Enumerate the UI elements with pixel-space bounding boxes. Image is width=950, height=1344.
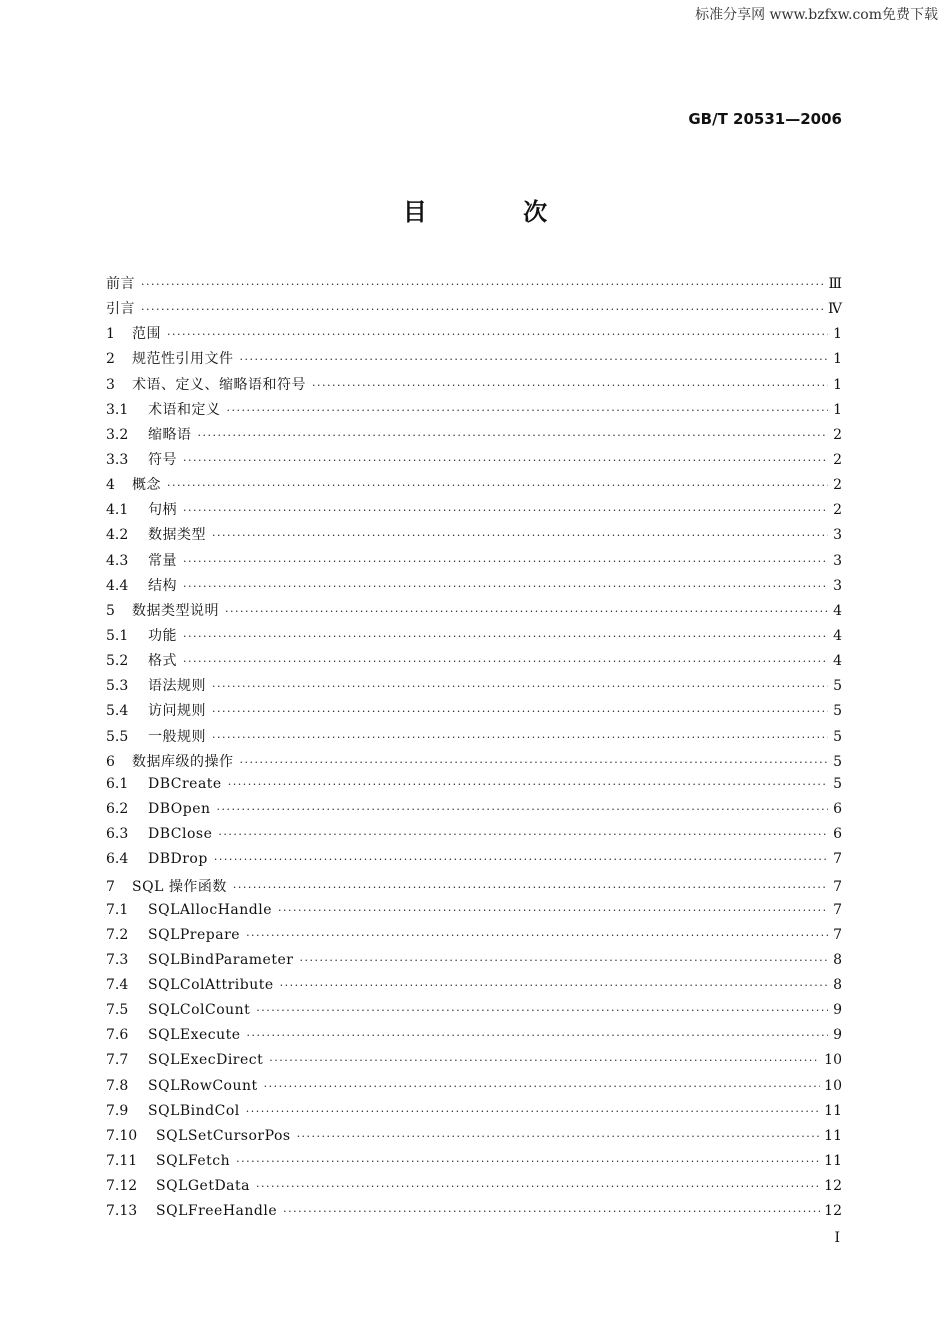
toc-entry[interactable] bbox=[106, 851, 842, 876]
toc-entry[interactable] bbox=[106, 474, 842, 499]
toc-entry-page: 1 bbox=[833, 376, 842, 393]
toc-entry-number: 4.3 bbox=[106, 552, 129, 569]
toc-entry-page: 11 bbox=[824, 1127, 842, 1144]
toc-entry-label: SQLBindParameter bbox=[148, 951, 294, 968]
toc-entry-page: 2 bbox=[833, 426, 842, 443]
toc-entry-number: 6.3 bbox=[106, 826, 129, 843]
toc-dot-leader bbox=[167, 479, 828, 492]
toc-entry[interactable] bbox=[106, 449, 842, 474]
toc-dot-leader bbox=[297, 1130, 821, 1143]
toc-entry-number: 7.2 bbox=[106, 926, 129, 943]
toc-entry-label: 访问规则 bbox=[148, 703, 206, 720]
toc-entry-page: 3 bbox=[833, 552, 842, 569]
toc-entry[interactable] bbox=[106, 650, 842, 675]
toc-entry-number: 7.12 bbox=[106, 1178, 138, 1195]
toc-entry-number: 5 bbox=[106, 602, 115, 619]
toc-entry-label: SQLFreeHandle bbox=[156, 1203, 278, 1220]
toc-entry[interactable] bbox=[106, 801, 842, 826]
toc-entry-number: 3.1 bbox=[106, 401, 129, 418]
toc-dot-leader bbox=[218, 828, 828, 841]
toc-entry-page: 2 bbox=[833, 451, 842, 468]
toc-dot-leader bbox=[183, 454, 828, 467]
toc-dot-leader bbox=[167, 328, 828, 341]
toc-entry-page: 5 bbox=[833, 728, 842, 745]
toc-entry-number: 3.3 bbox=[106, 451, 129, 468]
toc-dot-leader bbox=[280, 979, 828, 992]
toc-dot-leader bbox=[227, 404, 829, 417]
toc-entry-number: 7.5 bbox=[106, 1002, 129, 1019]
toc-entry-label: SQLColCount bbox=[148, 1002, 251, 1019]
toc-entry-number: 5.5 bbox=[106, 728, 129, 745]
toc-dot-leader bbox=[183, 555, 828, 568]
toc-entry-page: 7 bbox=[833, 926, 842, 943]
toc-entry-label: 句柄 bbox=[148, 502, 177, 519]
toc-dot-leader bbox=[228, 778, 828, 791]
toc-entry-label: SQLAllocHandle bbox=[148, 901, 272, 918]
toc-entry[interactable] bbox=[106, 298, 842, 323]
toc-dot-leader bbox=[240, 756, 829, 769]
page-number: I bbox=[834, 1230, 840, 1246]
toc-entry-label: 一般规则 bbox=[148, 728, 206, 745]
toc-entry-number: 2 bbox=[106, 351, 115, 368]
toc-entry-number: 5.4 bbox=[106, 703, 129, 720]
toc-entry-page: 7 bbox=[833, 901, 842, 918]
toc-entry-number: 6.2 bbox=[106, 800, 129, 817]
toc-entry[interactable] bbox=[106, 323, 842, 348]
toc-entry-label: 前言 bbox=[106, 276, 135, 292]
toc-dot-leader bbox=[225, 605, 828, 618]
toc-dot-leader bbox=[183, 655, 828, 668]
toc-entry-label: SQL 操作函数 bbox=[132, 879, 227, 896]
toc-entry-page: Ⅳ bbox=[828, 301, 842, 318]
toc-entry-page: 11 bbox=[824, 1152, 842, 1169]
toc-entry-label: 范围 bbox=[132, 326, 161, 343]
toc-entry-label: DBCreate bbox=[148, 775, 222, 792]
toc-entry[interactable] bbox=[106, 952, 842, 977]
toc-entry-label: 语法规则 bbox=[148, 678, 206, 695]
toc-entry-label: 术语、定义、缩略语和符号 bbox=[132, 376, 306, 393]
toc-entry-page: 6 bbox=[833, 826, 842, 843]
toc-entry-page: 5 bbox=[833, 753, 842, 770]
toc-entry-page: 4 bbox=[833, 602, 842, 619]
toc-entry[interactable] bbox=[106, 524, 842, 549]
toc-dot-leader bbox=[247, 1029, 828, 1042]
toc-entry-number: 3 bbox=[106, 376, 115, 393]
toc-entry-page: 6 bbox=[833, 800, 842, 817]
toc-entry-page: 4 bbox=[833, 653, 842, 670]
toc-entry-label: SQLExecDirect bbox=[148, 1052, 264, 1069]
toc-dot-leader bbox=[233, 881, 828, 894]
page-title: 目 次 bbox=[402, 198, 592, 226]
toc-entry-page: 8 bbox=[833, 951, 842, 968]
toc-entry-page: 1 bbox=[833, 351, 842, 368]
toc-entry[interactable] bbox=[106, 374, 842, 399]
toc-entry[interactable] bbox=[106, 575, 842, 600]
toc-entry-label: 符号 bbox=[148, 451, 177, 468]
toc-dot-leader bbox=[141, 303, 824, 316]
toc-entry-page: 5 bbox=[833, 775, 842, 792]
toc-dot-leader bbox=[299, 954, 828, 967]
toc-entry-page: 12 bbox=[824, 1178, 842, 1195]
toc-dot-leader bbox=[256, 1180, 820, 1193]
toc-entry-label: DBOpen bbox=[148, 800, 211, 817]
toc-entry-label: 概念 bbox=[132, 477, 161, 494]
toc-entry-label: 术语和定义 bbox=[148, 401, 221, 418]
toc-entry-page: 10 bbox=[824, 1077, 842, 1094]
toc-entry[interactable] bbox=[106, 751, 842, 776]
toc-entry-page: 9 bbox=[833, 1027, 842, 1044]
toc-entry-label: 功能 bbox=[148, 627, 177, 644]
toc-entry-number: 3.2 bbox=[106, 426, 129, 443]
toc-entry-label: SQLGetData bbox=[156, 1178, 251, 1195]
toc-entry-number: 5.1 bbox=[106, 627, 129, 644]
toc-entry-label: 引言 bbox=[106, 301, 135, 318]
toc-entry-label: 数据类型说明 bbox=[132, 602, 219, 619]
toc-entry-number: 7.10 bbox=[106, 1127, 138, 1144]
toc-dot-leader bbox=[240, 353, 829, 366]
toc-entry-page: 3 bbox=[833, 527, 842, 544]
toc-entry[interactable] bbox=[106, 1052, 842, 1077]
toc-entry-number: 4.4 bbox=[106, 577, 129, 594]
toc-entry-label: SQLFetch bbox=[156, 1152, 231, 1169]
toc-entry[interactable] bbox=[106, 625, 842, 650]
toc-entry[interactable] bbox=[106, 876, 842, 901]
toc-entry-number: 6.4 bbox=[106, 851, 129, 868]
toc-entry-label: SQLPrepare bbox=[148, 926, 241, 943]
toc-dot-leader bbox=[212, 731, 828, 744]
toc-entry-number: 7.13 bbox=[106, 1203, 138, 1220]
toc-dot-leader bbox=[246, 1105, 820, 1118]
toc-entry-label: 规范性引用文件 bbox=[132, 351, 234, 368]
toc-entry-page: 8 bbox=[833, 976, 842, 993]
toc-entry[interactable] bbox=[106, 700, 842, 725]
toc-entry[interactable] bbox=[106, 550, 842, 575]
toc-entry-label: 常量 bbox=[148, 552, 177, 569]
toc-entry-page: 12 bbox=[824, 1203, 842, 1220]
toc-entry-page: 7 bbox=[833, 879, 842, 896]
toc-entry-label: 结构 bbox=[148, 577, 177, 594]
toc-entry[interactable] bbox=[106, 902, 842, 927]
toc-entry[interactable] bbox=[106, 927, 842, 952]
toc-dot-leader bbox=[183, 504, 828, 517]
toc-entry-label: 数据类型 bbox=[148, 527, 206, 544]
toc-entry-label: DBClose bbox=[148, 826, 213, 843]
toc-entry-number: 4 bbox=[106, 477, 115, 494]
toc-entry-page: 5 bbox=[833, 703, 842, 720]
toc-entry-label: SQLBindCol bbox=[148, 1102, 240, 1119]
toc-entry[interactable] bbox=[106, 826, 842, 851]
toc-entry[interactable] bbox=[106, 726, 842, 751]
toc-dot-leader bbox=[217, 803, 828, 816]
toc-entry[interactable] bbox=[106, 1178, 842, 1203]
toc-dot-leader bbox=[214, 853, 828, 866]
toc-dot-leader bbox=[264, 1080, 821, 1093]
toc-entry-page: 1 bbox=[833, 401, 842, 418]
toc-dot-leader bbox=[256, 1004, 828, 1017]
toc-entry-label: DBDrop bbox=[148, 851, 208, 868]
toc-dot-leader bbox=[246, 929, 828, 942]
toc-dot-leader bbox=[183, 630, 828, 643]
toc-entry-number: 5.3 bbox=[106, 678, 129, 695]
toc-entry[interactable] bbox=[106, 499, 842, 524]
toc-entry-number: 5.2 bbox=[106, 653, 129, 670]
toc-entry-number: 6 bbox=[106, 753, 115, 770]
toc-entry-number: 7.4 bbox=[106, 976, 129, 993]
toc-entry-number: 7.8 bbox=[106, 1077, 129, 1094]
toc-dot-leader bbox=[212, 680, 828, 693]
toc-entry-page: 7 bbox=[833, 851, 842, 868]
toc-dot-leader bbox=[283, 1205, 820, 1218]
toc-entry[interactable] bbox=[106, 600, 842, 625]
toc-entry-page: Ⅲ bbox=[828, 276, 842, 292]
toc-entry[interactable] bbox=[106, 1203, 842, 1228]
toc-entry[interactable] bbox=[106, 1103, 842, 1128]
toc-entry-label: 格式 bbox=[148, 653, 177, 670]
toc-dot-leader bbox=[212, 705, 828, 718]
toc-entry-label: SQLExecute bbox=[148, 1027, 241, 1044]
toc-entry[interactable] bbox=[106, 1027, 842, 1052]
toc-entry-page: 11 bbox=[824, 1102, 842, 1119]
toc-entry-page: 10 bbox=[824, 1052, 842, 1069]
toc-entry-number: 7.9 bbox=[106, 1102, 129, 1119]
toc-entry[interactable] bbox=[106, 1153, 842, 1178]
toc-entry-number: 7.7 bbox=[106, 1052, 129, 1069]
watermark-text: 标准分享网 www.bzfxw.com免费下载 bbox=[695, 7, 938, 23]
toc-dot-leader bbox=[236, 1155, 820, 1168]
toc-entry-number: 1 bbox=[106, 326, 115, 343]
toc-entry[interactable] bbox=[106, 675, 842, 700]
toc-entry-label: 数据库级的操作 bbox=[132, 753, 234, 770]
toc-entry-number: 7.3 bbox=[106, 951, 129, 968]
toc-entry-number: 7.6 bbox=[106, 1027, 129, 1044]
toc-entry-page: 2 bbox=[833, 477, 842, 494]
toc-entry-label: SQLSetCursorPos bbox=[156, 1127, 291, 1144]
standard-number: GB/T 20531—2006 bbox=[688, 110, 842, 128]
toc-entry-page: 9 bbox=[833, 1002, 842, 1019]
toc-entry-number: 7.11 bbox=[106, 1152, 138, 1169]
toc-entry-page: 4 bbox=[833, 627, 842, 644]
toc-entry-label: 缩略语 bbox=[148, 426, 192, 443]
toc-dot-leader bbox=[183, 580, 828, 593]
toc-entry[interactable] bbox=[106, 1002, 842, 1027]
toc-dot-leader bbox=[141, 278, 824, 291]
toc-entry-page: 3 bbox=[833, 577, 842, 594]
toc-entry[interactable] bbox=[106, 977, 842, 1002]
toc-dot-leader bbox=[269, 1054, 820, 1067]
toc-dot-leader bbox=[278, 904, 828, 917]
toc-entry-page: 2 bbox=[833, 502, 842, 519]
toc-entry-number: 7 bbox=[106, 879, 115, 896]
toc-entry-label: SQLColAttribute bbox=[148, 976, 274, 993]
toc-entry-number: 6.1 bbox=[106, 775, 129, 792]
toc-entry-number: 4.1 bbox=[106, 502, 129, 519]
toc-entry[interactable] bbox=[106, 776, 842, 801]
toc-entry[interactable] bbox=[106, 273, 842, 298]
table-of-contents bbox=[106, 273, 842, 1228]
toc-entry[interactable] bbox=[106, 1078, 842, 1103]
toc-dot-leader bbox=[312, 379, 828, 392]
toc-entry-number: 7.1 bbox=[106, 901, 129, 918]
toc-entry[interactable] bbox=[106, 399, 842, 424]
toc-dot-leader bbox=[212, 529, 828, 542]
toc-entry[interactable] bbox=[106, 1128, 842, 1153]
toc-entry-page: 1 bbox=[833, 326, 842, 343]
toc-entry-number: 4.2 bbox=[106, 527, 129, 544]
toc-entry-page: 5 bbox=[833, 678, 842, 695]
toc-entry[interactable] bbox=[106, 424, 842, 449]
toc-entry-label: SQLRowCount bbox=[148, 1077, 258, 1094]
toc-entry[interactable] bbox=[106, 348, 842, 373]
toc-dot-leader bbox=[198, 429, 829, 442]
